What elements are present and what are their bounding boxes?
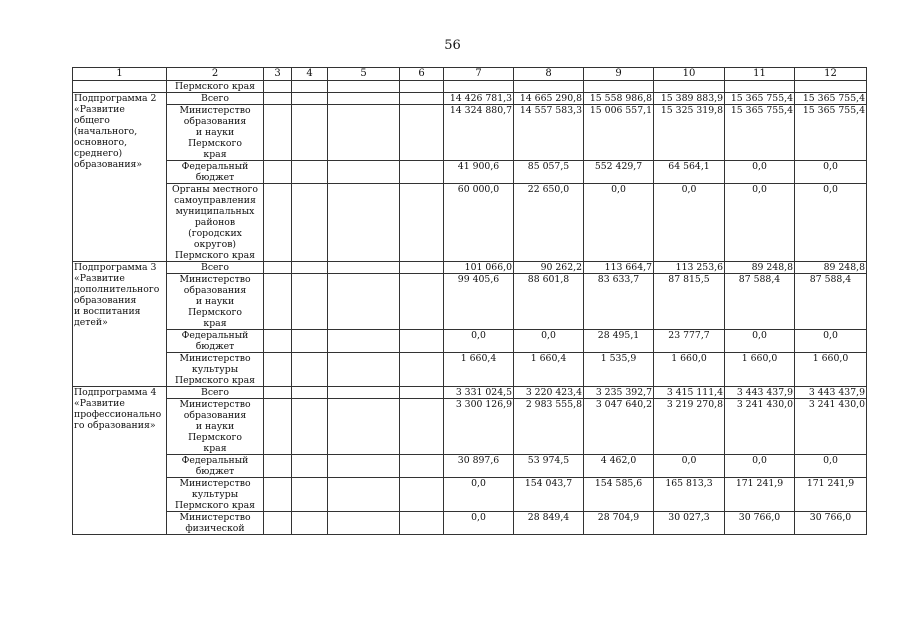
value-cell: 0,0 <box>514 330 584 353</box>
table-body <box>73 81 867 535</box>
value-cell <box>444 81 514 93</box>
empty-cell <box>264 161 292 184</box>
empty-cell <box>264 353 292 387</box>
empty-cell <box>264 274 292 330</box>
value-cell: 0,0 <box>654 455 725 478</box>
value-cell: 4 462,0 <box>584 455 654 478</box>
value-cell: 64 564,1 <box>654 161 725 184</box>
empty-cell <box>292 455 328 478</box>
value-cell: 113 253,6 <box>654 262 725 274</box>
value-cell: 15 365 755,4 <box>795 105 867 161</box>
table-row <box>73 161 867 184</box>
header-row <box>73 68 867 81</box>
value-cell: 1 660,4 <box>444 353 514 387</box>
empty-cell <box>264 455 292 478</box>
value-cell: 1 660,0 <box>654 353 725 387</box>
value-cell: 87 588,4 <box>725 274 795 330</box>
funding-source-line: Пермского края <box>175 500 255 511</box>
funding-source-line: Федеральный <box>181 161 249 172</box>
value-cell: 53 974,5 <box>514 455 584 478</box>
funding-source-line: Министерство <box>179 105 251 116</box>
value-cell: 1 660,0 <box>725 353 795 387</box>
program-name-line: дополнительного <box>74 284 160 295</box>
funding-source-line: Министерство <box>179 399 251 410</box>
empty-cell <box>400 455 444 478</box>
value-cell: 28 704,9 <box>584 512 654 535</box>
value-cell: 3 241 430,0 <box>725 399 795 455</box>
value-cell: 41 900,6 <box>444 161 514 184</box>
header-cell: 6 <box>400 68 444 81</box>
table-row <box>73 387 867 399</box>
empty-cell <box>264 387 292 399</box>
empty-cell <box>328 161 400 184</box>
empty-cell <box>292 262 328 274</box>
header-cell: 1 <box>73 68 167 81</box>
value-cell: 22 650,0 <box>514 184 584 262</box>
empty-cell <box>264 93 292 105</box>
program-cell <box>73 81 167 93</box>
empty-cell <box>328 455 400 478</box>
empty-cell <box>292 330 328 353</box>
funding-source-line: образования <box>183 285 247 296</box>
empty-cell <box>400 512 444 535</box>
funding-source-cell <box>167 161 264 184</box>
empty-cell <box>328 184 400 262</box>
empty-cell <box>328 93 400 105</box>
value-cell: 60 000,0 <box>444 184 514 262</box>
empty-cell <box>400 81 444 93</box>
page-number: 56 <box>444 38 461 53</box>
value-cell: 3 443 437,9 <box>795 387 867 399</box>
funding-source-cell <box>167 262 264 274</box>
empty-cell <box>328 330 400 353</box>
empty-cell <box>400 262 444 274</box>
value-cell: 83 633,7 <box>584 274 654 330</box>
funding-source-line: физической <box>185 523 245 534</box>
header-cell: 10 <box>654 68 725 81</box>
value-cell: 90 262,2 <box>514 262 584 274</box>
empty-cell <box>292 161 328 184</box>
value-cell: 171 241,9 <box>795 478 867 512</box>
value-cell: 0,0 <box>444 330 514 353</box>
value-cell <box>654 81 725 93</box>
empty-cell <box>292 512 328 535</box>
value-cell: 15 006 557,1 <box>584 105 654 161</box>
empty-cell <box>292 93 328 105</box>
header-cell: 12 <box>795 68 867 81</box>
value-cell: 3 235 392,7 <box>584 387 654 399</box>
funding-source-line: Всего <box>200 262 229 273</box>
empty-cell <box>292 274 328 330</box>
program-name-line: основного, <box>74 137 128 148</box>
empty-cell <box>400 387 444 399</box>
table-row <box>73 184 867 262</box>
value-cell: 2 983 555,8 <box>514 399 584 455</box>
funding-source-line: культуры <box>191 364 239 375</box>
funding-source-cell <box>167 105 264 161</box>
value-cell: 3 047 640,2 <box>584 399 654 455</box>
program-name-line: детей» <box>74 317 108 328</box>
value-cell: 14 557 583,3 <box>514 105 584 161</box>
program-name-line: профессионально <box>74 409 162 420</box>
empty-cell <box>292 353 328 387</box>
value-cell: 30 766,0 <box>795 512 867 535</box>
source-cell: Пермского края <box>167 81 264 93</box>
empty-cell <box>400 161 444 184</box>
value-cell: 3 220 423,4 <box>514 387 584 399</box>
funding-source-line: и науки Пермского <box>188 296 242 318</box>
value-cell: 3 219 270,8 <box>654 399 725 455</box>
funding-source-cell <box>167 330 264 353</box>
program-name-line: общего <box>74 115 110 126</box>
header-cell: 4 <box>292 68 328 81</box>
funding-source-line: округов) <box>193 239 237 250</box>
value-cell <box>514 81 584 93</box>
empty-cell <box>264 262 292 274</box>
empty-cell <box>328 105 400 161</box>
value-cell: 15 365 755,4 <box>795 93 867 105</box>
table-row <box>73 353 867 387</box>
empty-cell <box>292 81 328 93</box>
funding-source-line: Органы местного <box>172 184 258 195</box>
empty-cell <box>264 330 292 353</box>
value-cell: 0,0 <box>725 455 795 478</box>
continuation-row <box>73 81 867 93</box>
table-row <box>73 93 867 105</box>
value-cell: 154 043,7 <box>514 478 584 512</box>
funding-source-line: Всего <box>200 387 229 398</box>
funding-source-line: самоуправления <box>174 195 256 206</box>
value-cell: 101 066,0 <box>444 262 514 274</box>
empty-cell <box>264 512 292 535</box>
value-cell: 87 588,4 <box>795 274 867 330</box>
funding-source-cell <box>167 274 264 330</box>
funding-source-cell <box>167 353 264 387</box>
value-cell: 154 585,6 <box>584 478 654 512</box>
value-cell <box>795 81 867 93</box>
empty-cell <box>264 105 292 161</box>
funding-source-line: образования <box>183 410 247 421</box>
program-name-line: «Развитие <box>74 273 125 284</box>
empty-cell <box>400 184 444 262</box>
funding-source-line: Министерство <box>179 478 251 489</box>
funding-source-line: бюджет <box>195 466 235 477</box>
program-name-line: Подпрограмма 2 <box>74 93 157 104</box>
value-cell: 15 389 883,9 <box>654 93 725 105</box>
value-cell: 1 660,4 <box>514 353 584 387</box>
empty-cell <box>292 399 328 455</box>
value-cell: 14 426 781,3 <box>444 93 514 105</box>
value-cell: 88 601,8 <box>514 274 584 330</box>
funding-source-cell <box>167 512 264 535</box>
value-cell: 0,0 <box>654 184 725 262</box>
value-cell: 89 248,8 <box>795 262 867 274</box>
value-cell: 0,0 <box>795 330 867 353</box>
value-cell: 0,0 <box>795 184 867 262</box>
empty-cell <box>328 512 400 535</box>
value-cell: 30 897,6 <box>444 455 514 478</box>
value-cell: 0,0 <box>795 455 867 478</box>
value-cell: 1 535,9 <box>584 353 654 387</box>
program-name-line: среднего) <box>74 148 123 159</box>
empty-cell <box>292 105 328 161</box>
value-cell: 0,0 <box>725 184 795 262</box>
value-cell: 23 777,7 <box>654 330 725 353</box>
header-cell: 2 <box>167 68 264 81</box>
value-cell: 28 849,4 <box>514 512 584 535</box>
table-row <box>73 399 867 455</box>
header-cell: 11 <box>725 68 795 81</box>
value-cell: 165 813,3 <box>654 478 725 512</box>
funding-source-cell <box>167 455 264 478</box>
value-cell: 0,0 <box>725 330 795 353</box>
empty-cell <box>328 478 400 512</box>
value-cell: 3 300 126,9 <box>444 399 514 455</box>
value-cell: 30 766,0 <box>725 512 795 535</box>
header-cell: 5 <box>328 68 400 81</box>
value-cell: 28 495,1 <box>584 330 654 353</box>
empty-cell <box>264 399 292 455</box>
funding-source-line: края <box>203 318 227 329</box>
program-name-line: Подпрограмма 3 <box>74 262 157 273</box>
value-cell: 3 415 111,4 <box>654 387 725 399</box>
value-cell <box>584 81 654 93</box>
value-cell: 89 248,8 <box>725 262 795 274</box>
funding-source-line: Министерство <box>179 353 251 364</box>
program-name-line: «Развитие <box>74 398 125 409</box>
empty-cell <box>264 184 292 262</box>
value-cell: 0,0 <box>795 161 867 184</box>
value-cell: 15 325 319,8 <box>654 105 725 161</box>
header-cell: 3 <box>264 68 292 81</box>
empty-cell <box>328 81 400 93</box>
program-name-cell <box>73 387 167 535</box>
funding-source-line: Федеральный <box>181 330 249 341</box>
funding-source-line: культуры <box>191 489 239 500</box>
funding-source-cell <box>167 399 264 455</box>
funding-source-cell <box>167 478 264 512</box>
empty-cell <box>400 105 444 161</box>
program-name-cell <box>73 93 167 262</box>
program-name-line: Подпрограмма 4 <box>74 387 157 398</box>
table-row <box>73 274 867 330</box>
table-row <box>73 330 867 353</box>
value-cell: 552 429,7 <box>584 161 654 184</box>
table-row <box>73 455 867 478</box>
empty-cell <box>328 262 400 274</box>
empty-cell <box>328 399 400 455</box>
value-cell: 3 443 437,9 <box>725 387 795 399</box>
funding-source-line: бюджет <box>195 341 235 352</box>
funding-source-line: Федеральный <box>181 455 249 466</box>
value-cell: 3 331 024,5 <box>444 387 514 399</box>
program-name-line: образования» <box>74 159 143 170</box>
empty-cell <box>400 274 444 330</box>
table-row <box>73 105 867 161</box>
funding-source-line: районов <box>194 217 236 228</box>
empty-cell <box>328 274 400 330</box>
value-cell: 87 815,5 <box>654 274 725 330</box>
header-cell: 9 <box>584 68 654 81</box>
program-name-line: го образования» <box>74 420 156 431</box>
value-cell: 3 241 430,0 <box>795 399 867 455</box>
empty-cell <box>264 478 292 512</box>
empty-cell <box>400 353 444 387</box>
funding-source-line: края <box>203 149 227 160</box>
funding-source-line: Министерство <box>179 512 251 523</box>
value-cell: 15 558 986,8 <box>584 93 654 105</box>
empty-cell <box>328 387 400 399</box>
value-cell: 0,0 <box>444 512 514 535</box>
funding-source-line: (городских <box>188 228 242 239</box>
program-name-cell <box>73 262 167 387</box>
value-cell: 15 365 755,4 <box>725 105 795 161</box>
table-row <box>73 512 867 535</box>
value-cell: 14 665 290,8 <box>514 93 584 105</box>
funding-source-line: муниципальных <box>175 206 255 217</box>
table-row <box>73 478 867 512</box>
funding-source-line: Пермского края <box>175 250 255 261</box>
value-cell: 99 405,6 <box>444 274 514 330</box>
funding-source-cell <box>167 184 264 262</box>
empty-cell <box>264 81 292 93</box>
program-name-line: образования <box>74 295 137 306</box>
funding-source-cell <box>167 93 264 105</box>
empty-cell <box>400 399 444 455</box>
value-cell: 113 664,7 <box>584 262 654 274</box>
empty-cell <box>292 387 328 399</box>
funding-source-line: края <box>203 443 227 454</box>
funding-source-line: Пермского края <box>175 375 255 386</box>
funding-source-line: и науки Пермского <box>188 421 242 443</box>
funding-source-line: Всего <box>200 93 229 104</box>
empty-cell <box>328 353 400 387</box>
funding-source-line: бюджет <box>195 172 235 183</box>
value-cell: 1 660,0 <box>795 353 867 387</box>
funding-source-cell <box>167 387 264 399</box>
value-cell <box>725 81 795 93</box>
empty-cell <box>292 184 328 262</box>
program-name-line: (начального, <box>74 126 138 137</box>
header-cell: 7 <box>444 68 514 81</box>
value-cell: 15 365 755,4 <box>725 93 795 105</box>
value-cell: 0,0 <box>725 161 795 184</box>
empty-cell <box>400 478 444 512</box>
funding-source-line: Министерство <box>179 274 251 285</box>
budget-table <box>72 67 867 535</box>
program-name-line: «Развитие <box>74 104 125 115</box>
value-cell: 85 057,5 <box>514 161 584 184</box>
value-cell: 0,0 <box>444 478 514 512</box>
value-cell: 0,0 <box>584 184 654 262</box>
table-row <box>73 262 867 274</box>
funding-source-line: и науки Пермского <box>188 127 242 149</box>
program-name-line: и воспитания <box>74 306 141 317</box>
header-cell: 8 <box>514 68 584 81</box>
funding-source-line: образования <box>183 116 247 127</box>
value-cell: 14 324 880,7 <box>444 105 514 161</box>
value-cell: 171 241,9 <box>725 478 795 512</box>
empty-cell <box>400 93 444 105</box>
empty-cell <box>292 478 328 512</box>
empty-cell <box>400 330 444 353</box>
value-cell: 30 027,3 <box>654 512 725 535</box>
